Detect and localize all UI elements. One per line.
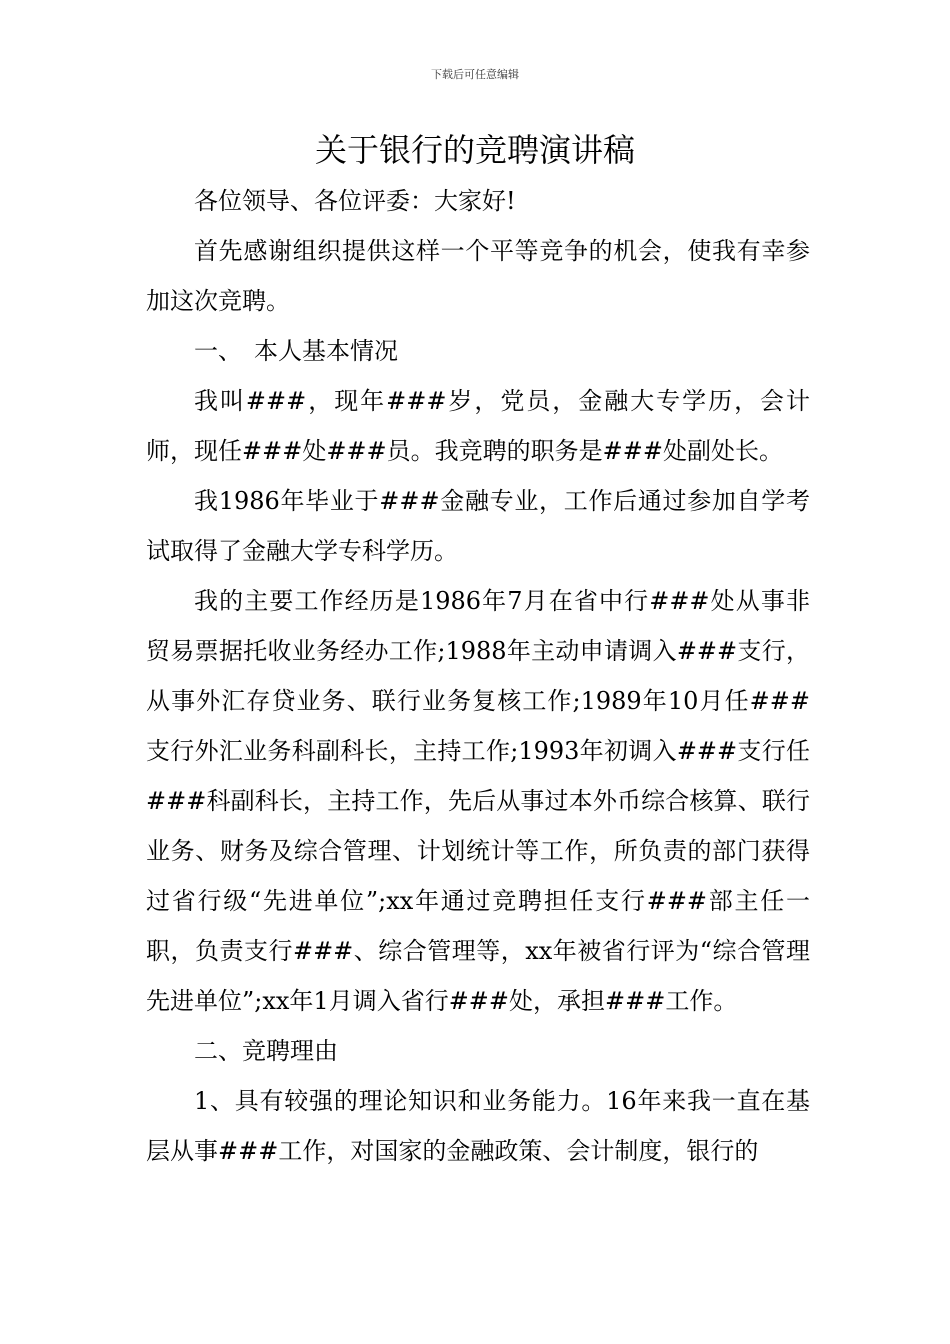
document-title: 关于银行的竞聘演讲稿 xyxy=(314,131,635,169)
personal-info-paragraph: 我叫###，现年###岁，党员，金融大专学历，会计师，现任###处###员。我竞聘的职务是###处副处长。 xyxy=(146,387,810,465)
greeting-paragraph: 各位领导、各位评委：大家好! xyxy=(194,187,516,215)
education-paragraph: 我1986年毕业于###金融专业，工作后通过参加自学考试取得了金融大学专科学历。 xyxy=(146,487,810,565)
intro-paragraph: 首先感谢组织提供这样一个平等竞争的机会，使我有幸参加这次竞聘。 xyxy=(146,237,810,315)
document-body xyxy=(146,176,810,1176)
reason-one-paragraph: 1、具有较强的理论知识和业务能力。16年来我一直在基层从事###工作，对国家的金融政策、会计制度，银行的 xyxy=(146,1087,810,1165)
work-history-paragraph: 我的主要工作经历是1986年7月在省中行###处从事非贸易票据托收业务经办工作;1988年主动申请调入###支行，从事外汇存贷业务、联行业务复核工作;1989年10月任###支行外汇业务科副科长，主持工作;1993年初调入###支行任###科副科长，主持工作，先后从事过本外币综合核算、联行业务、财务及综合管理、计划统计等工作，所负责的部门获得过省行级“先进单位”;xx年通过竞聘担任支行###部主任一职，负责支行###、综合管理等，xx年被省行评为“综合管理先进单位”;xx年1月调入省行###处，承担###工作。 xyxy=(146,587,810,1015)
section-heading-reasons: 二、竞聘理由 xyxy=(194,1037,338,1065)
section-heading-basic-info: 一、 本人基本情况 xyxy=(194,337,398,365)
header-note: 下载后可任意编辑 xyxy=(431,68,519,81)
